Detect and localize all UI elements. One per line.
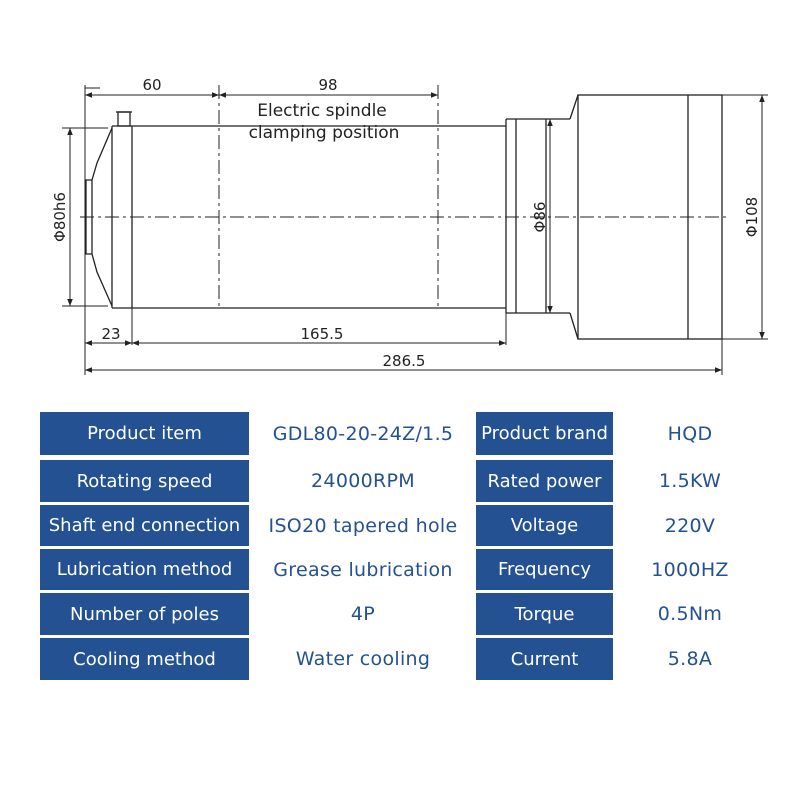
spec-label-rotating-speed: Rotating speed <box>40 460 249 502</box>
spec-value-frequency: 1000HZ <box>620 549 760 590</box>
spec-label-cooling-method: Cooling method <box>40 638 249 680</box>
spec-label-shaft-end-connection: Shaft end connection <box>40 505 249 546</box>
dim-98: 98 <box>318 76 338 94</box>
center-lines <box>80 85 730 308</box>
spec-value-torque: 0.5Nm <box>620 593 760 635</box>
spec-label-frequency: Frequency <box>476 549 613 590</box>
spec-value-number-of-poles: 4P <box>256 593 470 635</box>
spec-value-cooling-method: Water cooling <box>256 638 470 680</box>
dim-23: 23 <box>101 325 121 343</box>
spec-label-voltage: Voltage <box>476 505 613 546</box>
dim-286-5: 286.5 <box>382 352 426 370</box>
spec-value-current: 5.8A <box>620 638 760 680</box>
spec-value-rotating-speed: 24000RPM <box>256 460 470 502</box>
spec-value-lubrication-method: Grease lubrication <box>256 549 470 590</box>
spec-label-rated-power: Rated power <box>476 460 613 502</box>
spec-value-product-brand: HQD <box>620 412 760 455</box>
spec-label-current: Current <box>476 638 613 680</box>
spec-label-product-item: Product item <box>40 412 249 455</box>
spec-label-product-brand: Product brand <box>476 412 613 455</box>
spec-label-lubrication-method: Lubrication method <box>40 549 249 590</box>
spec-value-shaft-end-connection: ISO20 tapered hole <box>256 505 470 546</box>
dim-dia-86: Φ86 <box>531 201 549 233</box>
dim-dia-80h6: Φ80h6 <box>51 192 69 242</box>
note-line-1: Electric spindle <box>257 101 387 121</box>
dim-60: 60 <box>142 76 162 94</box>
spec-value-product-item: GDL80-20-24Z/1.5 <box>256 412 470 455</box>
dim-dia-108: Φ108 <box>743 196 761 238</box>
spec-value-voltage: 220V <box>620 505 760 546</box>
note-line-2: clamping position <box>248 123 400 143</box>
spec-value-rated-power: 1.5KW <box>620 460 760 502</box>
spec-label-torque: Torque <box>476 593 613 635</box>
dim-165-5: 165.5 <box>300 325 344 343</box>
spindle-drawing <box>0 0 800 390</box>
spec-label-number-of-poles: Number of poles <box>40 593 249 635</box>
dimension-lines <box>62 85 768 375</box>
